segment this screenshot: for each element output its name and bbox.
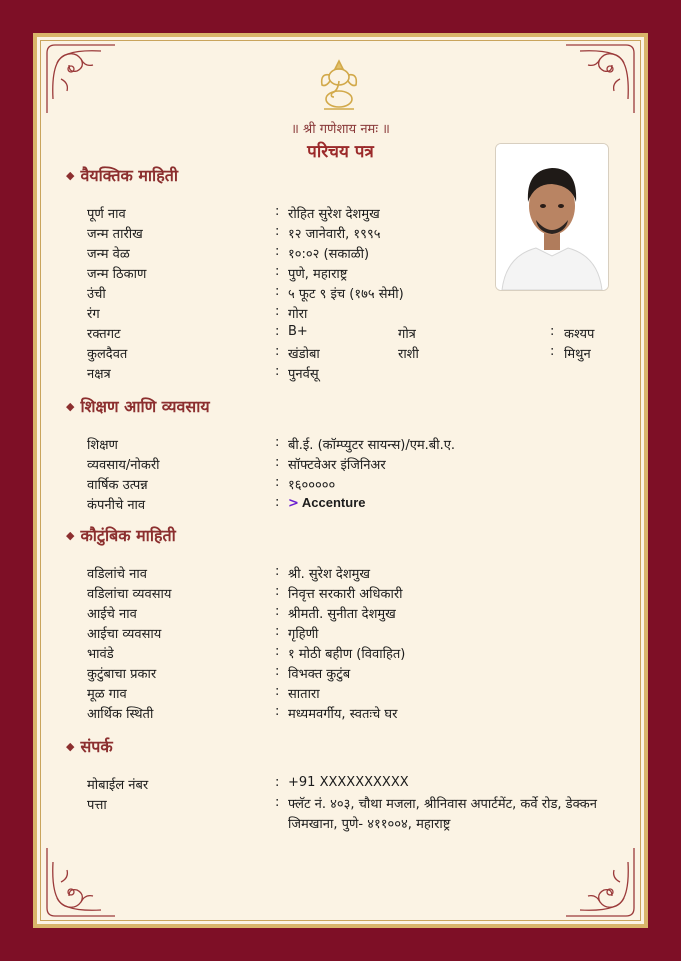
colon-separator: :	[550, 324, 555, 339]
field-label: जन्म वेळ	[87, 247, 130, 262]
field-label: रंग	[87, 307, 100, 322]
colon-separator: :	[275, 604, 280, 619]
field-label: उंची	[87, 287, 106, 302]
field-row	[66, 775, 409, 795]
field-list	[66, 435, 456, 515]
section-title: वैयक्तिक माहिती	[80, 166, 178, 185]
field-value: मिथुन	[564, 347, 591, 362]
field-label: जन्म ठिकाण	[87, 267, 147, 282]
colon-separator: :	[275, 304, 280, 319]
field-row	[66, 644, 406, 664]
field-row	[66, 324, 595, 344]
diamond-bullet-icon: ◆	[66, 528, 75, 542]
field-row	[66, 664, 351, 684]
diamond-bullet-icon: ◆	[66, 399, 75, 413]
colon-separator: :	[275, 204, 280, 219]
colon-separator: :	[275, 564, 280, 579]
colon-separator: :	[275, 264, 280, 279]
colon-separator: :	[275, 704, 280, 719]
field-label: राशी	[398, 347, 419, 362]
field-value: बी.ई. (कॉम्प्युटर सायन्स)/एम.बी.ए.	[288, 438, 456, 453]
page-title: परिचय पत्र	[307, 142, 374, 162]
field-value: श्रीमती. सुनीता देशमुख	[288, 607, 396, 622]
field-row	[66, 584, 403, 604]
field-value: पुनर्वसू	[288, 367, 319, 382]
colon-separator: :	[275, 684, 280, 699]
field-row	[66, 344, 591, 364]
field-row	[66, 564, 371, 584]
corner-ornament	[560, 842, 640, 922]
colon-separator: :	[275, 435, 280, 450]
company-name: Accenture	[301, 495, 366, 510]
colon-separator: :	[275, 224, 280, 239]
colon-separator: :	[275, 584, 280, 599]
colon-separator: :	[275, 495, 280, 510]
field-row	[66, 364, 319, 384]
field-row	[66, 684, 320, 704]
field-value: कश्यप	[564, 327, 595, 342]
field-label: वडिलांचे नाव	[87, 567, 147, 582]
field-row	[66, 624, 319, 644]
field-value: पुणे, महाराष्ट्र	[288, 267, 348, 282]
section-personal	[66, 164, 595, 384]
field-label: वार्षिक उत्पन्न	[87, 478, 148, 493]
field-label: आईचा व्यवसाय	[87, 627, 162, 642]
profile-photo	[495, 143, 609, 291]
colon-separator: :	[550, 344, 555, 359]
field-row	[66, 604, 396, 624]
field-value: B+	[288, 324, 308, 339]
section-heading	[66, 395, 210, 417]
section-family	[66, 524, 406, 724]
field-list	[66, 204, 595, 384]
field-row	[66, 495, 366, 515]
colon-separator: :	[275, 455, 280, 470]
colon-separator: :	[275, 624, 280, 639]
field-row	[66, 704, 398, 724]
field-row	[66, 264, 348, 284]
diamond-bullet-icon: ◆	[66, 168, 75, 182]
field-label: मूळ गाव	[87, 687, 127, 702]
section-title: कौटुंबिक माहिती	[80, 526, 176, 545]
field-list	[66, 775, 597, 835]
field-value: श्री. सुरेश देशमुख	[288, 567, 371, 582]
field-label: कुटुंबाचा प्रकार	[87, 667, 157, 682]
field-value: सातारा	[288, 687, 320, 702]
colon-separator: :	[275, 344, 280, 359]
field-label: पूर्ण नाव	[87, 207, 126, 222]
ganesha-icon	[316, 57, 362, 113]
field-value: १६०००००	[288, 478, 336, 493]
colon-separator: :	[275, 244, 280, 259]
field-list	[66, 564, 406, 724]
biodata-card	[33, 33, 648, 928]
field-label: रक्तगट	[87, 327, 121, 342]
field-label: मोबाईल नंबर	[87, 778, 149, 793]
field-value	[288, 495, 365, 511]
field-value: विभक्त कुटुंब	[288, 667, 351, 682]
field-label: व्यवसाय/नोकरी	[87, 458, 160, 473]
diamond-bullet-icon: ◆	[66, 739, 75, 753]
section-heading	[66, 524, 176, 546]
field-value: १०:०२ (सकाळी)	[288, 247, 370, 262]
corner-ornament	[41, 842, 121, 922]
field-label: जन्म तारीख	[87, 227, 143, 242]
colon-separator: :	[275, 284, 280, 299]
colon-separator: :	[275, 364, 280, 379]
field-row	[66, 455, 386, 475]
field-row	[66, 244, 370, 264]
field-value: गृहिणी	[288, 627, 319, 642]
field-label: पत्ता	[87, 798, 107, 813]
field-row	[66, 795, 597, 835]
colon-separator: :	[275, 475, 280, 490]
colon-separator: :	[275, 795, 280, 810]
field-value: फ्लॅट नं. ४०३, चौथा मजला, श्रीनिवास अपार्टमेंट, कर्वे रोड, डेक्कन जिमखाना, पुणे- ४११००४, महाराष्ट्र	[288, 797, 597, 832]
field-row	[66, 304, 308, 324]
field-label: कुलदैवत	[87, 347, 128, 362]
field-label: शिक्षण	[87, 438, 118, 453]
field-label: कंपनीचे नाव	[87, 498, 146, 513]
accenture-logo-icon: >	[288, 496, 299, 511]
section-title: संपर्क	[80, 737, 113, 756]
section-title: शिक्षण आणि व्यवसाय	[80, 397, 210, 416]
field-row	[66, 284, 404, 304]
field-value: मध्यमवर्गीय, स्वतःचे घर	[288, 707, 398, 722]
field-value: रोहित सुरेश देशमुख	[288, 207, 380, 222]
invocation-text: ॥ श्री गणेशाय नमः ॥	[291, 122, 390, 137]
section-contact	[66, 735, 597, 835]
field-label: वडिलांचा व्यवसाय	[87, 587, 172, 602]
field-value: १ मोठी बहीण (विवाहित)	[288, 647, 406, 662]
field-row	[66, 224, 381, 244]
section-heading	[66, 735, 113, 757]
field-value: ५ फूट ९ इंच (१७५ सेमी)	[288, 287, 404, 302]
section-heading	[66, 164, 178, 186]
field-label: आईचे नाव	[87, 607, 137, 622]
colon-separator: :	[275, 324, 280, 339]
field-value: +91 XXXXXXXXXX	[288, 775, 409, 790]
section-education	[66, 395, 456, 515]
field-value: सॉफ्टवेअर इंजिनिअर	[288, 458, 386, 473]
corner-ornament	[41, 39, 121, 119]
field-label: आर्थिक स्थिती	[87, 707, 154, 722]
field-value: खंडोबा	[288, 347, 320, 362]
colon-separator: :	[275, 775, 280, 790]
field-label: भावंडे	[87, 647, 114, 662]
field-value: गोरा	[288, 307, 308, 322]
field-label: गोत्र	[398, 327, 416, 342]
colon-separator: :	[275, 664, 280, 679]
colon-separator: :	[275, 644, 280, 659]
field-value: निवृत्त सरकारी अधिकारी	[288, 587, 403, 602]
field-value: १२ जानेवारी, १९९५	[288, 227, 381, 242]
field-row	[66, 475, 336, 495]
field-label: नक्षत्र	[87, 367, 111, 382]
corner-ornament	[560, 39, 640, 119]
field-row	[66, 204, 380, 224]
field-row	[66, 435, 456, 455]
